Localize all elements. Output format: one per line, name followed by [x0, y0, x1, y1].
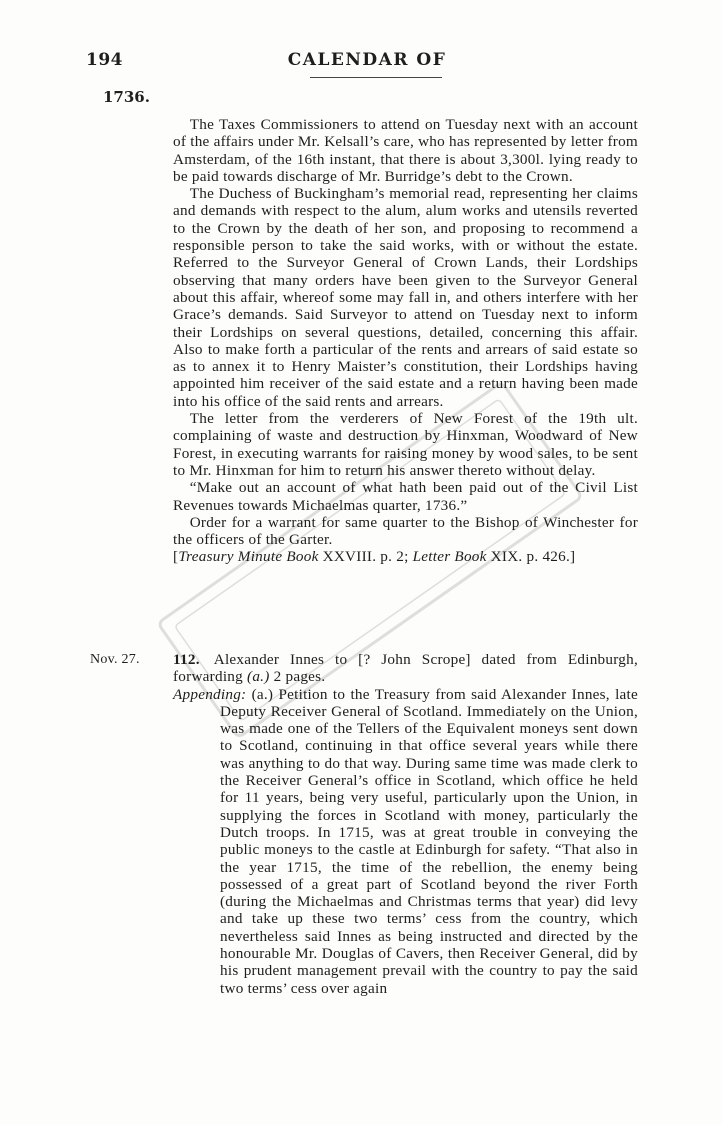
- source-reference: [Treasury Minute Book XXVIII. p. 2; Letter Book XIX. p. 426.]: [173, 548, 576, 566]
- paragraph-taxes-commissioners: The Taxes Commissioners to attend on Tuesday next with an account of the affairs under Mr. Kelsall’s care, who has represented by letter from Amsterdam, of the 16th instant, that there is about 3,300l. lying ready to be paid towards discharge of Mr. Burridge’s debt to the Crown.: [173, 116, 638, 185]
- appending-text: Appending: (a.) Petition to the Treasury from said Alexander Innes, late Deputy Receiver General of Scotland. Immediately on the Union, was made one of the Tellers of the Equivalent moneys sent down to Scotland, continuing in that office several years while there was anything to do that way. During same time was made clerk to the Receiver General’s office in Scotland, which office he held for 11 years, being very useful, particularly upon the Union, in supplying the forces in Scotland with money, particularly the Dutch troops. In 1715, was at great trouble in conveying the public moneys to the castle at Edinburgh for safety. “That also in the year 1715, the time of the rebellion, the enemy being possessed of a great part of Scotland beyond the river Forth (during the Michaelmas and Christmas terms that year) did levy and take up these two terms’ cess from the country, which nevertheless said Innes as being instructed and directed by the honourable Mr. Douglas of Cavers, then Receiver General, did by his prudent management prevail with the country to pay the said two terms’ cess over again: [173, 685, 638, 997]
- entry-number: 112.: [173, 651, 200, 668]
- appending-label: Appending:: [173, 685, 247, 703]
- paragraph-civil-list: “Make out an account of what hath been paid out of the Civil List Revenues towards Michaelmas quarter, 1736.”: [173, 479, 638, 514]
- reference-book-2: Letter Book: [412, 548, 487, 566]
- year-marker: 1736.: [103, 88, 150, 106]
- paragraph-duchess-memorial: The Duchess of Buckingham’s memorial read, representing her claims and demands with respect to the alum, alum works and utensils reverted to the Crown by the death of her son, and proposing to recommend a responsible person to take the said works, with or without the estate. Referred to the Surveyor General of Crown Lands, their Lordships observing that many orders have been given to the Surveyor General about this affair, whereof some may fall in, and others interfere with her Grace’s demands. Said Surveyor to attend on Tuesday next to inform their Lordships on several questions, detailed, concerning this affair. Also to make forth a particular of the rents and arrears of said estate so as to annex it to Henry Maister’s constitution, their Lordships having appointed him receiver of the said estate and a return having been made into his office of the said rents and arrears.: [173, 185, 638, 410]
- paragraph-garter-warrant: Order for a warrant for same quarter to the Bishop of Winchester for the officers of the Garter.: [173, 513, 638, 549]
- page-number: 194: [86, 50, 123, 70]
- calendar-entry-112: [90, 651, 638, 997]
- entry-date: Nov. 27.: [90, 652, 140, 667]
- header-rule: [310, 77, 442, 78]
- minute-text: [173, 116, 638, 566]
- paragraph-verderers-letter: The letter from the verderers of New Forest of the 19th ult. complaining of waste and destruction by Hinxman, Woodward of New Forest, in executing warrants for raising money by wood sales, to be sent to Mr. Hinxman for him to return his answer thereto without delay.: [173, 410, 638, 479]
- reference-book-1: Treasury Minute Book: [178, 548, 319, 566]
- running-head: CALENDAR OF: [287, 50, 447, 70]
- entry-heading: 112. Alexander Innes to [? John Scrope] dated from Edinburgh, forwarding (a.) 2 pages.: [173, 651, 638, 686]
- entry-ref: (a.): [247, 668, 270, 686]
